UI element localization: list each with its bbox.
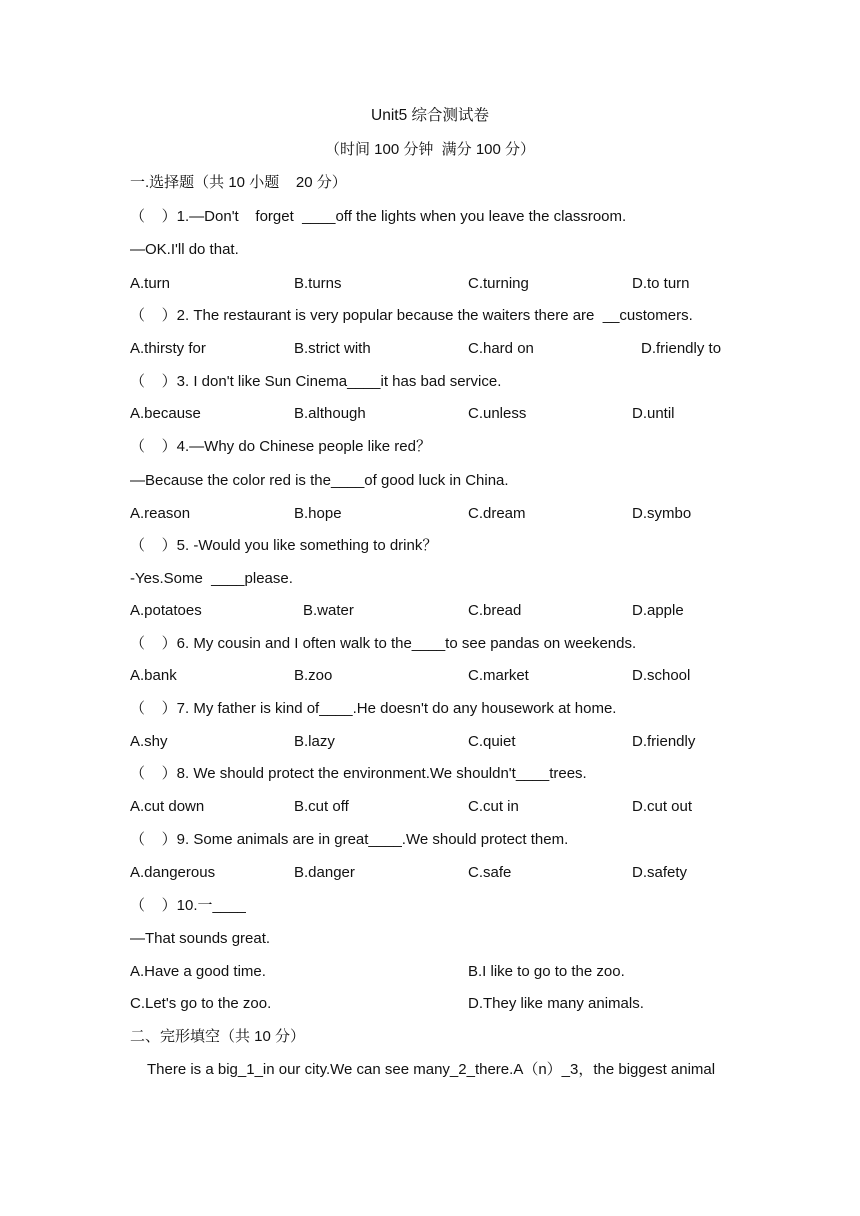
question-9-option-b: B.danger bbox=[294, 864, 355, 881]
question-8-option-b: B.cut off bbox=[294, 798, 349, 815]
question-7-stem: （ ）7. My father is kind of____.He doesn't do any housework at home. bbox=[130, 700, 617, 717]
question-10-option-a: A.Have a good time. bbox=[130, 963, 266, 980]
question-5-option-a: A.potatoes bbox=[130, 602, 202, 619]
question-5-reply: -Yes.Some ____please. bbox=[130, 570, 293, 587]
question-5-stem: （ ）5. -Would you like something to drink？ bbox=[130, 537, 438, 554]
question-8-stem: （ ）8. We should protect the environment.We shouldn't____trees. bbox=[130, 765, 587, 782]
page-title: Unit5 综合测试卷 bbox=[371, 107, 489, 124]
question-6-option-d: D.school bbox=[632, 667, 691, 684]
question-9-option-d: D.safety bbox=[632, 864, 688, 881]
question-2-option-b: B.strict with bbox=[294, 340, 371, 357]
question-3-option-d: D.until bbox=[632, 405, 675, 422]
question-8-option-c: C.cut in bbox=[468, 798, 519, 815]
question-9-option-a: A.dangerous bbox=[130, 864, 216, 881]
question-1-option-b: B.turns bbox=[294, 275, 342, 292]
question-6-stem: （ ）6. My cousin and I often walk to the____to see pandas on weekends. bbox=[130, 635, 637, 652]
section1-heading: 一.选择题（共 10 小题 20 分） bbox=[130, 174, 347, 191]
question-6-option-c: C.market bbox=[468, 667, 529, 684]
question-8-option-a: A.cut down bbox=[130, 798, 205, 815]
question-4-reply: —Because the color red is the____of good luck in China. bbox=[130, 472, 509, 489]
question-2-option-c: C.hard on bbox=[468, 340, 534, 357]
question-4-option-d: D.symbo bbox=[632, 505, 692, 522]
question-10-option-d: D.They like many animals. bbox=[468, 995, 644, 1012]
question-4-option-a: A.reason bbox=[130, 505, 191, 522]
question-4-option-c: C.dream bbox=[468, 505, 526, 522]
question-2-option-a: A.thirsty for bbox=[130, 340, 206, 357]
question-1-option-a: A.turn bbox=[130, 275, 171, 292]
question-10-option-c: C.Let's go to the zoo. bbox=[130, 995, 272, 1012]
question-7-option-a: A.shy bbox=[130, 733, 168, 750]
question-3-option-b: B.although bbox=[294, 405, 366, 422]
question-7-option-b: B.lazy bbox=[294, 733, 335, 750]
question-9-stem: （ ）9. Some animals are in great____.We should protect them. bbox=[130, 831, 569, 848]
question-6-option-b: B.zoo bbox=[294, 667, 333, 684]
question-1-reply: —OK.I'll do that. bbox=[130, 241, 239, 258]
question-10-option-b: B.I like to go to the zoo. bbox=[468, 963, 625, 980]
question-10-stem: （ ）10.一____ bbox=[130, 897, 246, 914]
question-3-option-c: C.unless bbox=[468, 405, 527, 422]
question-10-reply: —That sounds great. bbox=[130, 930, 271, 947]
section2-heading: 二、完形填空（共 10 分） bbox=[130, 1028, 306, 1045]
question-5-option-c: C.bread bbox=[468, 602, 522, 619]
question-4-option-b: B.hope bbox=[294, 505, 342, 522]
question-9-option-c: C.safe bbox=[468, 864, 512, 881]
question-4-stem: （ ）4.—Why do Chinese people like red？ bbox=[130, 438, 431, 455]
page-subtitle: （时间 100 分钟 满分 100 分） bbox=[324, 141, 536, 158]
question-5-option-b: B.water bbox=[303, 602, 354, 619]
question-5-option-d: D.apple bbox=[632, 602, 684, 619]
question-8-option-d: D.cut out bbox=[632, 798, 693, 815]
question-1-stem: （ ）1.—Don't forget ____off the lights when you leave the classroom. bbox=[130, 208, 627, 225]
question-1-option-c: C.turning bbox=[468, 275, 529, 292]
question-6-option-a: A.bank bbox=[130, 667, 177, 684]
question-7-option-d: D.friendly bbox=[632, 733, 696, 750]
cloze-passage: There is a big_1_in our city.We can see many_2_there.A（n）_3，the biggest animal bbox=[147, 1061, 716, 1078]
question-3-stem: （ ）3. I don't like Sun Cinema____it has bad service. bbox=[130, 373, 502, 390]
question-1-option-d: D.to turn bbox=[632, 275, 690, 292]
question-3-option-a: A.because bbox=[130, 405, 201, 422]
question-2-option-d: D.friendly to bbox=[641, 340, 722, 357]
question-7-option-c: C.quiet bbox=[468, 733, 516, 750]
question-2-stem: （ ）2. The restaurant is very popular because the waiters there are __customers. bbox=[130, 307, 693, 324]
